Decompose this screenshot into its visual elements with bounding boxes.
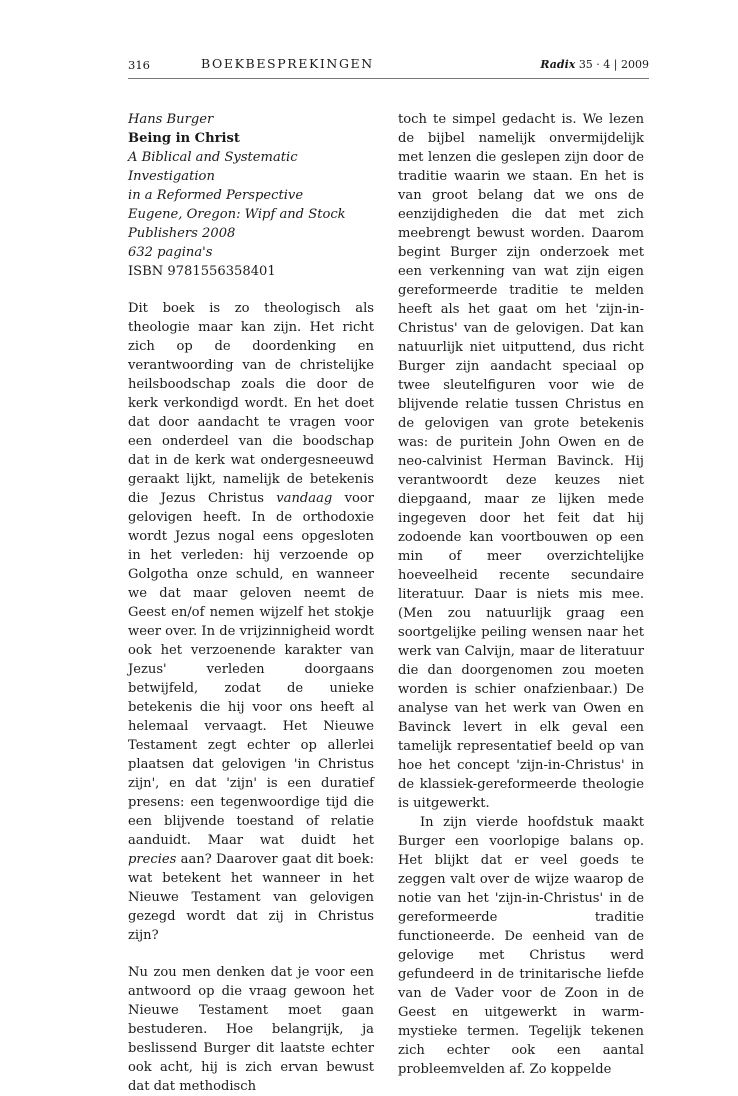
body-paragraph-1: Dit boek is zo theologisch als theologie maar kan zijn. Het richt zich op de doordenking en verantwoording van de christelijke heilsboodschap zoals die door de kerk verkondigd wordt. En het doet dat door aandacht te vragen voor een onderdeel van die boodschap dat in de kerk wat ondergesneeuwd geraakt lijkt, namelijk de betekenis die Jezus Christus vandaag voor gelovigen heeft. In de orthodoxie wordt Jezus nogal eens opgesloten in het verleden: hij verzoende op Golgotha onze schuld, en wanneer we dat maar geloven neemt de Geest en/of nemen wijzelf het stokje weer over. In de vrijzinnigheid wordt ook het verzoenende karakter van Jezus' verleden doorgaans betwijfeld, zodat de unieke betekenis die hij voor ons heeft al helemaal vervaagt. Het Nieuwe Testament zegt echter op allerlei plaatsen dat gelovigen 'in Christus zijn', en dat 'zijn' is een duratief presens: een tegenwoordige tijd die een blijvende toestand of relatie aanduidt. Maar wat duidt het precies aan? Daarover gaat dit boek: wat betekent het wanneer in het Nieuwe Testament van gelovigen gezegd wordt dat zij in Christus zijn? [128,301,374,943]
book-subtitle-line-1: A Biblical and Systematic Investigation [128,150,298,184]
section-title: BOEKBESPREKINGEN [201,56,374,71]
right-column [398,110,644,1079]
body-paragraph-4: In zijn vierde hoofdstuk maakt Burger een voorlopige balans op. Het blijkt dat er veel goeds te zeggen valt over de wijze waarop de notie van het 'zijn-in-Christus' in de gereformeerde traditie functioneerde. De eenheid van de gelovige met Christus werd gefundeerd in de trinitarische liefde van de Vader voor de Zoon in de Geest en uitgewerkt in warm-mystieke termen. Tegelijk tekenen zich echter ook een aantal probleemvelden af. Zo koppelde [398,815,644,1077]
book-publisher-line-1: Eugene, Oregon: Wipf and Stock [128,207,346,222]
emphasis-vandaag: vandaag [276,491,333,506]
emphasis-precies: precies [128,852,177,867]
book-title: Being in Christ [128,131,240,146]
book-isbn: ISBN 9781556358401 [128,264,276,279]
journal-name: Radix [540,58,576,71]
page-number: 316 [128,58,150,72]
running-header [128,52,649,79]
book-bibliography [128,110,374,281]
body-paragraph-3: toch te simpel gedacht is. We lezen de bijbel namelijk onvermijdelijk met lenzen die geslepen zijn door de traditie waarin we staan. En het is van groot belang dat we ons de eenzijdigheden die dat met zich meebrengt bewust worden. Daarom begint Burger zijn onderzoek met een verkenning van wat zijn eigen gereformeerde traditie te melden heeft als het gaat om het 'zijn-in-Christus' van de gelovigen. Dat kan natuurlijk niet uitputtend, dus richt Burger zijn aandacht speciaal op twee sleutelfiguren voor wie de blijvende relatie tussen Christus en de gelovigen van grote betekenis was: de puritein John Owen en de neo-calvinist Herman Bavinck. Hij verantwoordt deze keuzes niet diepgaand, maar ze lijken mede ingegeven door het feit dat hij zodoende kan voortbouwen op een min of meer overzichtelijke hoeveelheid recente secundaire literatuur. Daar is niets mis mee. (Men zou natuurlijk graag een soortgelijke peiling wensen naar het werk van Calvijn, maar de literatuur die dan doorgenomen zou moeten worden is schier onafzienbaar.) De analyse van het werk van Owen en Bavinck levert in elk geval een tamelijk representatief beeld op van hoe het concept 'zijn-in-Christus' in de klassiek-gereformeerde theologie is uitgewerkt. [398,112,644,811]
journal-info [540,58,649,71]
book-publisher-line-2: Publishers 2008 [128,226,236,241]
book-pages: 632 pagina's [128,245,213,260]
body-paragraph-2: Nu zou men denken dat je voor een antwoord op die vraag gewoon het Nieuwe Testament moet gaan bestuderen. Hoe belangrijk, ja beslissend Burger dit laatste echter ook acht, hij is zich ervan bewust dat dat methodisch [128,965,374,1094]
left-column [128,110,374,1096]
book-subtitle-line-2: in a Reformed Perspective [128,188,304,203]
journal-issue: 35 · 4 | 2009 [578,58,649,71]
book-author: Hans Burger [128,112,214,127]
